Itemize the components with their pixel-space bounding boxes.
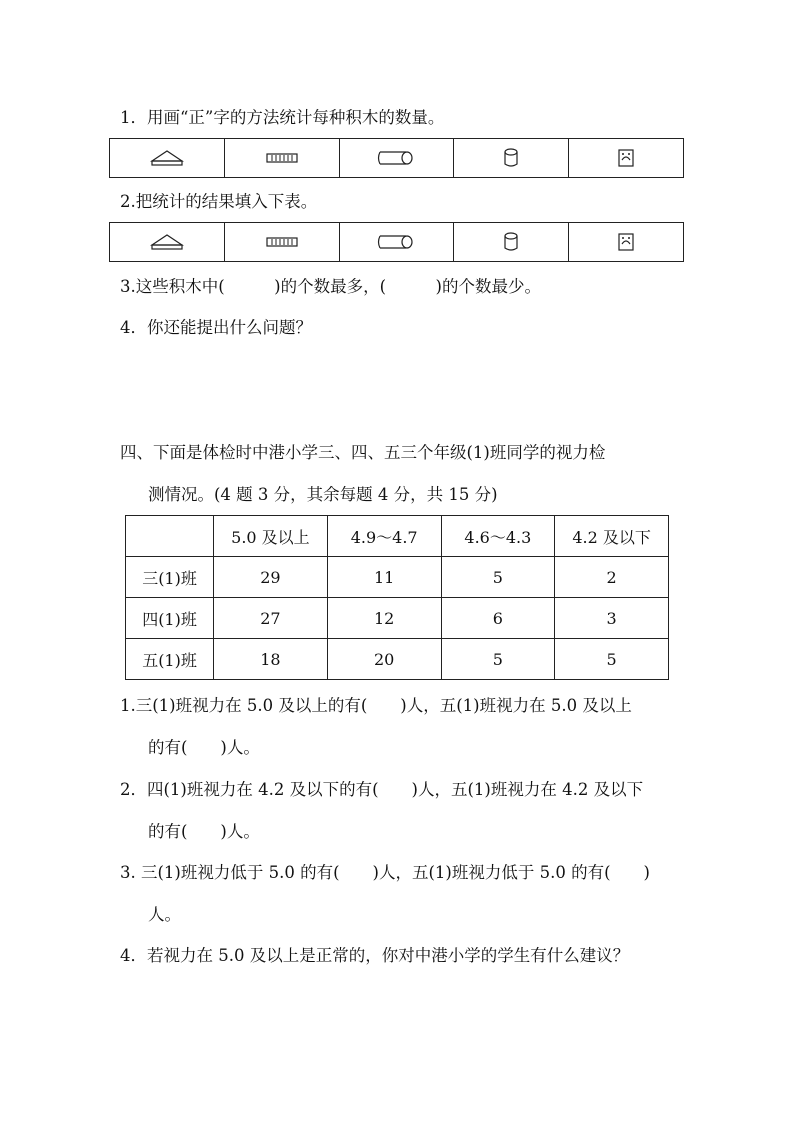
block-cell	[454, 223, 569, 261]
block-cell	[569, 223, 683, 261]
cylinder-standing-icon	[501, 147, 521, 169]
table-header-row	[126, 516, 669, 557]
question-1: 1．用画“正”字的方法统计每种积木的数量。	[120, 108, 445, 127]
question-2: 2.把统计的结果填入下表。	[120, 192, 318, 211]
table-cell: 27	[214, 598, 328, 639]
row-label: 三(1)班	[126, 557, 214, 598]
block-table-1	[109, 138, 684, 178]
cylinder-standing-icon	[501, 231, 521, 253]
block-cell	[454, 139, 569, 177]
part-four-q1-line1: 1.三(1)班视力在 5.0 及以上的有( )人，五(1)班视力在 5.0 及以上	[120, 696, 632, 715]
vision-table	[125, 515, 669, 680]
table-cell: 12	[327, 598, 441, 639]
table-cell: 29	[214, 557, 328, 598]
block-cell	[110, 223, 225, 261]
block-cell	[225, 223, 340, 261]
row-label: 五(1)班	[126, 639, 214, 680]
table-header-cell	[126, 516, 214, 557]
part-four-q3-line2: 人。	[148, 905, 181, 924]
block-cell	[569, 139, 683, 177]
row-label: 四(1)班	[126, 598, 214, 639]
table-header-cell: 4.2 及以下	[555, 516, 669, 557]
block-cell	[225, 139, 340, 177]
table-cell: 5	[555, 639, 669, 680]
arch-block-icon	[616, 148, 636, 168]
question-3: 3.这些积木中( )的个数最多，( )的个数最少。	[120, 277, 541, 296]
table-header-cell: 5.0 及以上	[214, 516, 328, 557]
table-cell: 20	[327, 639, 441, 680]
table-cell: 3	[555, 598, 669, 639]
table-header-cell: 4.9～4.7	[327, 516, 441, 557]
table-row	[126, 598, 669, 639]
table-row	[126, 557, 669, 598]
part-four-q1-line2: 的有( )人。	[148, 738, 260, 757]
table-cell: 5	[441, 557, 555, 598]
cylinder-lying-icon	[376, 232, 416, 252]
table-cell: 2	[555, 557, 669, 598]
part-four-q3-line1: 3. 三(1)班视力低于 5.0 的有( )人，五(1)班视力低于 5.0 的有( )	[120, 863, 650, 882]
table-cell: 5	[441, 639, 555, 680]
block-cell	[340, 139, 455, 177]
table-row	[126, 639, 669, 680]
part-four-q4: 4．若视力在 5.0 及以上是正常的，你对中港小学的学生有什么建议？	[120, 946, 630, 965]
block-cell	[110, 139, 225, 177]
part-four-q2-line1: 2．四(1)班视力在 4.2 及以下的有( )人，五(1)班视力在 4.2 及以下	[120, 780, 644, 799]
block-cell	[340, 223, 455, 261]
cuboid-icon	[265, 236, 299, 248]
triangular-prism-icon	[150, 149, 184, 167]
table-cell: 11	[327, 557, 441, 598]
part-four-q2-line2: 的有( )人。	[148, 822, 260, 841]
section-four-heading-line2: 测情况。(4 题 3 分，其余每题 4 分，共 15 分)	[148, 485, 498, 504]
table-header-cell: 4.6～4.3	[441, 516, 555, 557]
cylinder-lying-icon	[376, 148, 416, 168]
section-four-heading-line1: 四、下面是体检时中港小学三、四、五三个年级(1)班同学的视力检	[120, 443, 606, 462]
question-4: 4．你还能提出什么问题？	[120, 318, 312, 337]
arch-block-icon	[616, 232, 636, 252]
table-cell: 6	[441, 598, 555, 639]
block-table-2	[109, 222, 684, 262]
triangular-prism-icon	[150, 233, 184, 251]
table-cell: 18	[214, 639, 328, 680]
cuboid-icon	[265, 152, 299, 164]
